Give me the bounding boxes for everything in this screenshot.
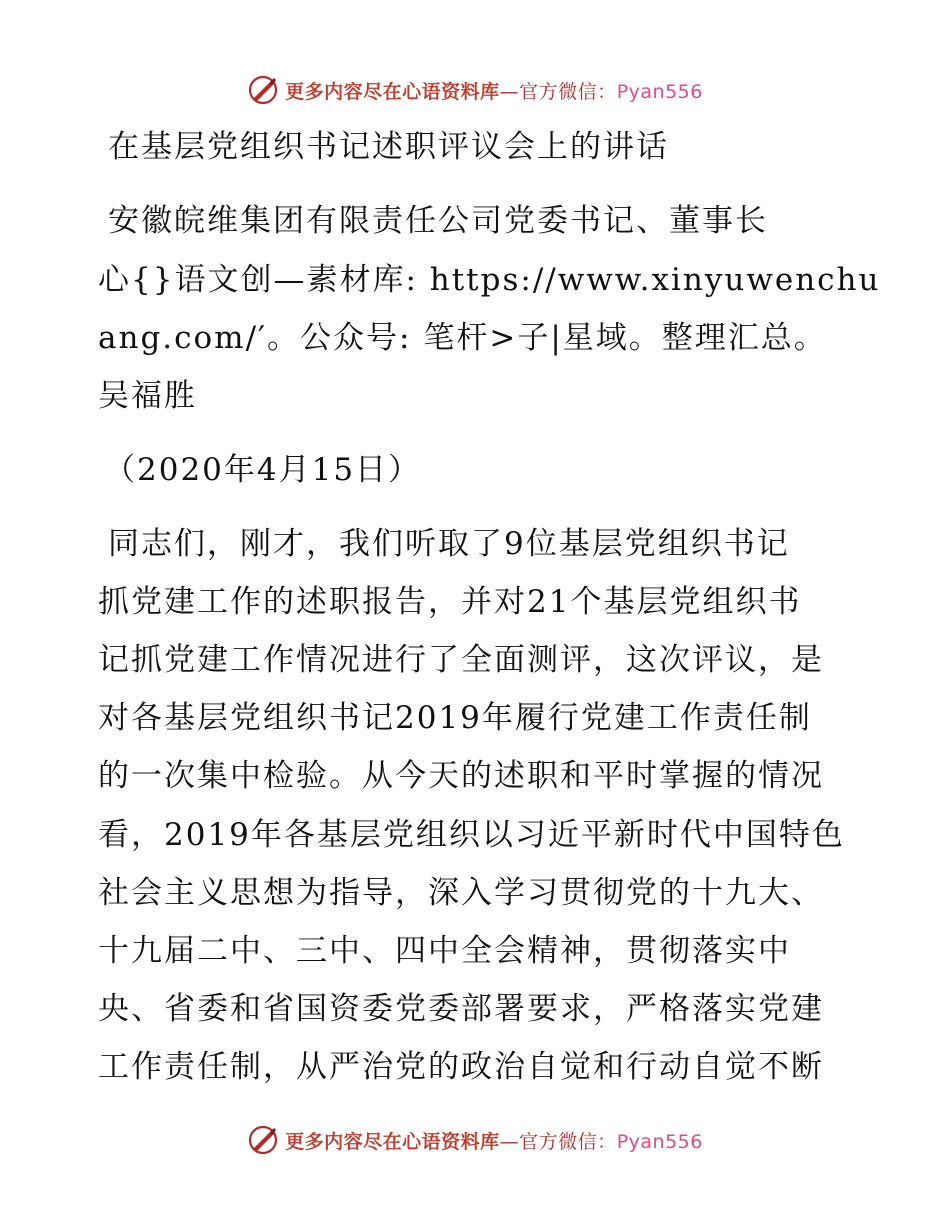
body-line: 抓党建工作的述职报告，并对21个基层党组织书 (98, 584, 802, 620)
watermark-text (285, 1127, 703, 1154)
watermark-brand: 更多内容尽在心语资料库 (285, 80, 500, 103)
author-line: 心{}语文创—素材库: https://www.xinyuwenchu (98, 262, 881, 298)
watermark-separator: — (499, 1130, 520, 1153)
author-line: 安徽皖维集团有限责任公司党委书记、董事长 (108, 203, 768, 239)
watermark-handle: Pyan556 (616, 1130, 703, 1153)
author-line: ang.com/′。公众号: 笔杆>子|星域。整理汇总。 (98, 320, 827, 356)
header-watermark (0, 70, 950, 110)
brush-logo-icon (247, 1124, 279, 1156)
body-line: 社会主义思想为指导，深入学习贯彻党的十九大、 (98, 875, 824, 911)
watermark-text (285, 77, 703, 104)
body-line: 同志们，刚才，我们听取了9位基层党组织书记 (108, 526, 790, 562)
document-title: 在基层党组织书记述职评议会上的讲话 (108, 129, 669, 165)
watermark-brand: 更多内容尽在心语资料库 (285, 1130, 500, 1153)
footer-watermark (0, 1120, 950, 1160)
watermark-label: 官方微信： (519, 80, 617, 103)
author-name: 吴福胜 (98, 378, 197, 414)
watermark-label: 官方微信： (519, 1130, 617, 1153)
body-line: 的一次集中检验。从今天的述职和平时掌握的情况 (98, 758, 824, 794)
watermark-handle: Pyan556 (616, 80, 703, 103)
body-line: 看，2019年各基层党组织以习近平新时代中国特色 (98, 817, 845, 853)
body-line: 工作责任制，从严治党的政治自觉和行动自觉不断 (98, 1049, 824, 1085)
watermark-separator: — (499, 80, 520, 103)
body-line: 十九届二中、三中、四中全会精神，贯彻落实中 (98, 933, 791, 969)
body-line: 记抓党建工作情况进行了全面测评，这次评议，是 (98, 642, 824, 678)
brush-logo-icon (247, 74, 279, 106)
speech-date: （2020年4月15日） (104, 452, 422, 488)
body-line: 对各基层党组织书记2019年履行党建工作责任制 (98, 700, 812, 736)
body-line: 央、省委和省国资委党委部署要求，严格落实党建 (98, 991, 824, 1027)
